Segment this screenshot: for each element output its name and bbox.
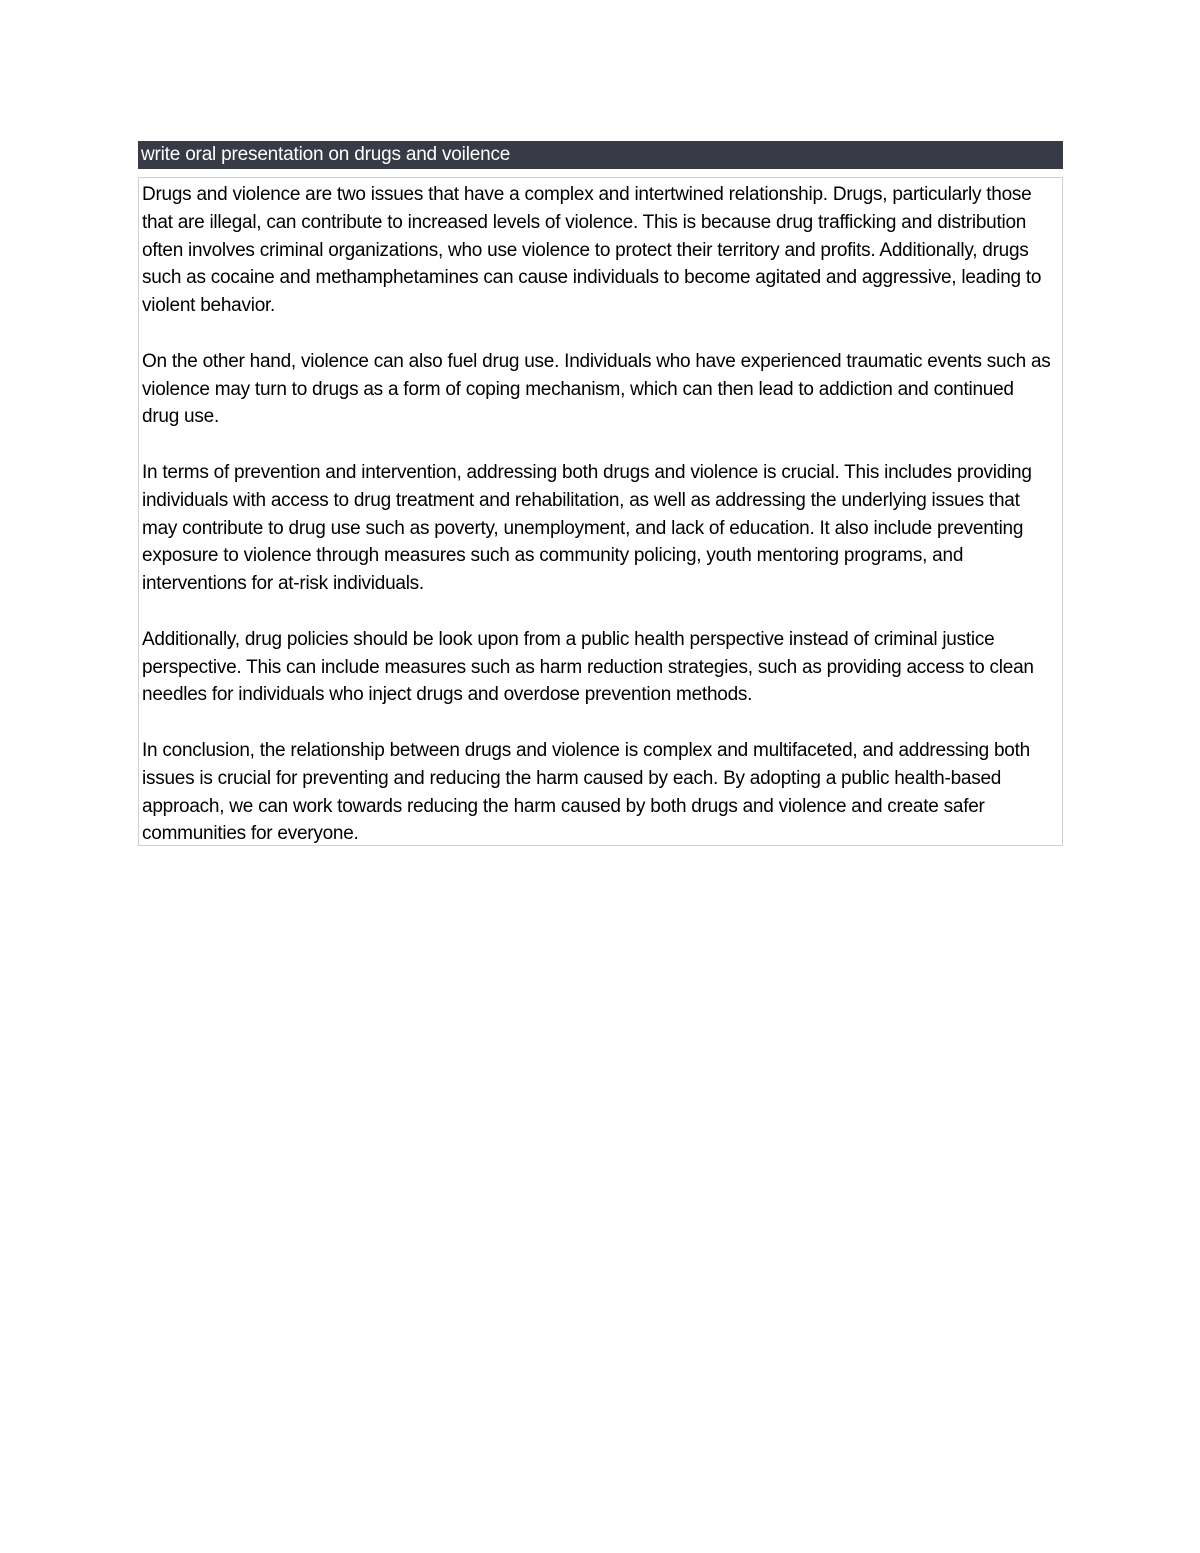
response-paragraph: In terms of prevention and intervention, addressing both drugs and violence is crucial. This includes providing individuals with access to drug treatment and rehabilitation, as well as addressing the underlying issues that may contribute to drug use such as poverty, unemployment, and lack of education. It also include preventing exposure to violence through measures such as community policing, youth mentoring programs, and interventions for at-risk individuals. <box>142 461 1032 595</box>
prompt-heading: write oral presentation on drugs and voilence <box>138 141 1063 169</box>
response-paragraph: In conclusion, the relationship between drugs and violence is complex and multifaceted, and addressing both issues is crucial for preventing and reducing the harm caused by each. By adopting a public health-based approach, we can work towards reducing the harm caused by both drugs and violence and create safer communities for everyone. <box>142 739 1030 845</box>
response-paragraph: On the other hand, violence can also fuel drug use. Individuals who have experienced traumatic events such as violence may turn to drugs as a form of coping mechanism, which can then lead to addiction and continued drug use. <box>142 350 1051 428</box>
response-box <box>138 177 1063 846</box>
response-paragraph: Drugs and violence are two issues that have a complex and intertwined relationship. Drugs, particularly those that are illegal, can contribute to increased levels of violence. This is because drug trafficking and distribution often involves criminal organizations, who use violence to protect their territory and profits. Additionally, drugs such as cocaine and methamphetamines can cause individuals to become agitated and aggressive, leading to violent behavior. <box>142 184 1042 317</box>
response-paragraph: Additionally, drug policies should be look upon from a public health perspective instead of criminal justice perspective. This can include measures such as harm reduction strategies, such as providing access to clean needles for individuals who inject drugs and overdose prevention methods. <box>142 628 1034 706</box>
